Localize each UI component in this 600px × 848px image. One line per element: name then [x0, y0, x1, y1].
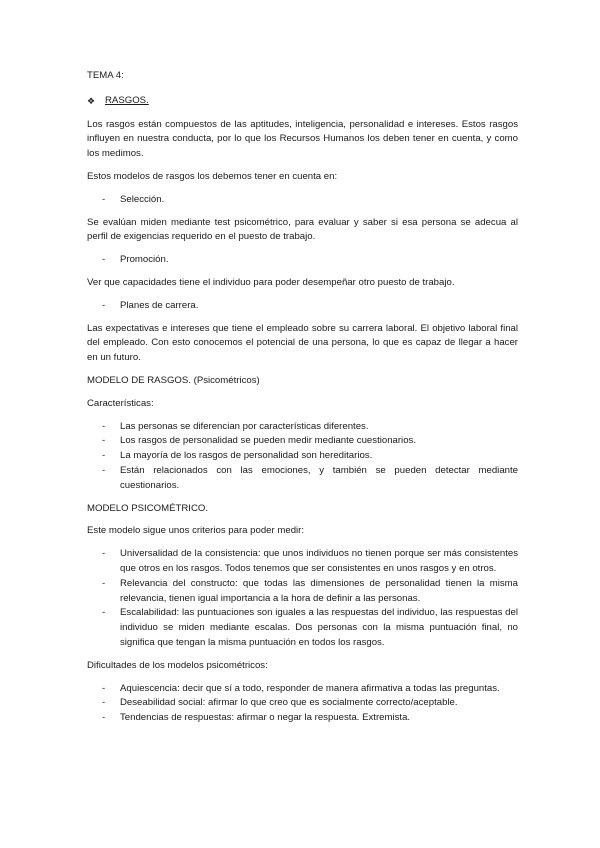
promocion-label: Promoción. [120, 254, 169, 266]
promocion-paragraph: Ver que capacidades tiene el individuo para poder desempeñar otro puesto de trabajo. [87, 276, 455, 288]
models-intro-paragraph: Estos modelos de rasgos los debemos tener en cuenta en: [87, 170, 338, 182]
list-item [87, 547, 518, 577]
criterio-text: Universalidad de la consistencia: que unos individuos no tienen porque ser más consistentes que otros en los rasgos. Todos tenemos que ser consistentes en unos rasgos y en otros. [120, 548, 518, 574]
diamond-bullet-icon: ❖ [87, 95, 96, 106]
planes-label: Planes de carrera. [120, 299, 199, 311]
criterios-list [87, 547, 518, 651]
dificultad-text: Aquiescencia: decir que sí a todo, responder de manera afirmativa a todas las preguntas. [120, 682, 500, 694]
promocion-list [87, 253, 518, 268]
planes-list [87, 299, 518, 314]
list-item [87, 606, 518, 650]
modelo-psicometrico-heading: MODELO PSICOMÉTRICO. [87, 502, 208, 514]
dash-bullet: - [102, 254, 106, 266]
page-title: TEMA 4: [87, 70, 124, 81]
list-item [87, 299, 518, 314]
caracteristica-text: Las personas se diferencian por características diferentes. [120, 420, 369, 432]
caracteristicas-list [87, 420, 518, 494]
list-item [87, 434, 518, 449]
dash-bullet: - [102, 697, 106, 709]
dificultad-text: Tendencias de respuestas: afirmar o negar la respuesta. Extremista. [120, 712, 411, 724]
dash-bullet: - [102, 548, 106, 560]
dash-bullet: - [102, 464, 106, 476]
list-item [87, 711, 518, 726]
list-item [87, 449, 518, 464]
heading-rasgos: RASGOS. [105, 94, 149, 106]
list-item [87, 577, 518, 607]
list-item [87, 420, 518, 435]
dash-bullet: - [102, 607, 106, 619]
criterios-intro-paragraph: Este modelo sigue unos criterios para poder medir: [87, 525, 305, 537]
seleccion-list [87, 193, 518, 208]
seleccion-paragraph: Se evalúan miden mediante test psicométrico, para evaluar y saber si esa persona se adecua al perfil de exigencias requerido en el puesto de trabajo. [87, 216, 518, 243]
dificultad-text: Deseabilidad social: afirmar lo que creo que es socialmente correcto/aceptable. [120, 697, 458, 709]
dash-bullet: - [102, 712, 106, 724]
list-item [87, 682, 518, 697]
caracteristicas-heading: Características: [87, 397, 154, 409]
dash-bullet: - [102, 450, 106, 462]
criterio-text: Relevancia del constructo: que todas las dimensiones de personalidad tienen la misma relevancia, tienen igual importancia a la hora de definir a las personas. [120, 577, 518, 604]
list-item [87, 253, 518, 268]
list-item [87, 193, 518, 208]
dash-bullet: - [102, 299, 106, 311]
dificultades-heading: Dificultades de los modelos psicométricos: [87, 659, 268, 671]
caracteristica-text: La mayoría de los rasgos de personalidad son hereditarios. [120, 450, 373, 462]
dash-bullet: - [102, 682, 106, 694]
dash-bullet: - [102, 193, 106, 205]
list-item [87, 464, 518, 494]
dash-bullet: - [102, 577, 106, 589]
list-item [87, 696, 518, 711]
section-heading [87, 94, 518, 109]
dash-bullet: - [102, 420, 106, 432]
intro-paragraph: Los rasgos están compuestos de las aptitudes, inteligencia, personalidad e intereses. Estos rasgos influyen en nuestra conducta, por lo que los Recursos Humanos los deben tener en cuenta, y como los medimos. [87, 118, 518, 160]
caracteristica-text: Están relacionados con las emociones, y también se pueden detectar mediante cuestionarios. [120, 464, 518, 491]
seleccion-label: Selección. [120, 193, 165, 205]
planes-paragraph: Las expectativas e intereses que tiene el empleado sobre su carrera laboral. El objetivo laboral final del empleado. Con esto conocemos el potencial de una persona, lo que es capaz de llegar a hacer en un futuro. [87, 322, 518, 364]
caracteristica-text: Los rasgos de personalidad se pueden medir mediante cuestionarios. [120, 435, 416, 447]
dash-bullet: - [102, 435, 106, 447]
modelo-rasgos-heading: MODELO DE RASGOS. (Psicométricos) [87, 374, 260, 386]
criterio-text: Escalabilidad: las puntuaciones son iguales a las respuestas del individuo, las respuestas del individuo se miden mediante escalas. Dos personas con la misma puntuación final, no significa que tengan la misma puntuación en todos los rasgos. [120, 607, 518, 648]
dificultades-list [87, 682, 518, 726]
